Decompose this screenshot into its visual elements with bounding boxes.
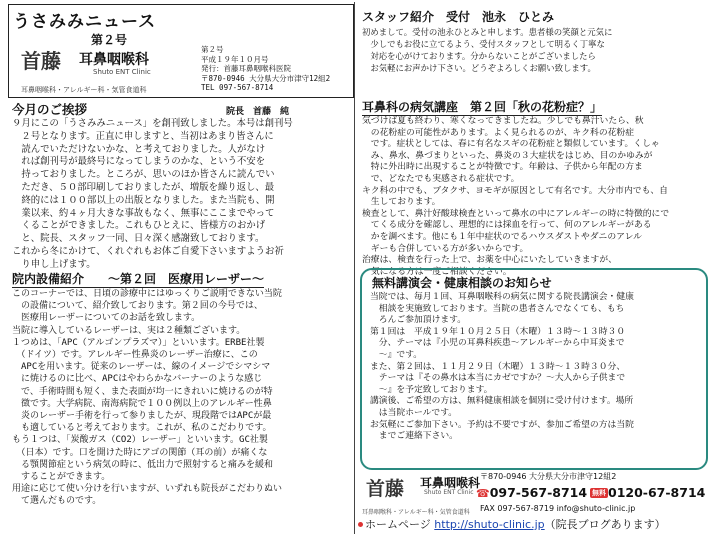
clinic-logo-kanji: 首藤 [21, 49, 61, 73]
staff-title: スタッフ紹介 受付 池永 ひとみ [362, 10, 555, 24]
phone-text: 097-567-8714 [489, 485, 588, 500]
footer-logo-kanji: 首藤 [366, 478, 405, 500]
left-column [8, 4, 352, 530]
masthead [8, 4, 354, 98]
greeting-title: 今月のご挨拶 [12, 102, 88, 117]
notice-title: 無料講演会・健康相談のお知らせ [372, 276, 552, 290]
phone-number [476, 485, 587, 500]
footer-logo-name: 耳鼻咽喉科 [420, 476, 481, 490]
homepage-link[interactable]: http://shuto-clinic.jp [434, 518, 545, 531]
notice-body: 当院では、毎月１回、耳鼻咽喉科の病気に関する院長講演会・健康 相談を実施致しております。当院の患者さんでなくても、もち ろんご参加頂けます。 第１回は 平成１９年１０月２５日（木曜）１３時～１３時３０ 分、テーマは『小児の耳鼻科疾患～アレルギーから中耳炎まで ～』です。 また、第２回は、１１月２９日（木曜）１３時～１３時３０分、 テーマは『その鼻水は本当にカゼですか？～大人から子供まで ～』を予定致しております。 講演後、ご希望の方は、無料健康相談を個別に受け付けます。場所 は当院ホールです。 お気軽にご参加下さい。予約は不要ですが、参加ご希望の方は当院 までご連絡下さい。 [370, 292, 634, 442]
department-line: 耳鼻咽喉科・アレルギー科・気管食道科 [21, 86, 147, 94]
free-dial-text: 0120-67-8714 [608, 485, 706, 500]
laser-title: 院内設備紹介 ～第２回 医療用レーザー～ [12, 272, 265, 286]
laser-body: このコーナーでは、日頃の診療中にはゆっくりご説明できない当院 の設備について、紹介致しております。第２回の今号では、 医療用レーザーについてのお話を致します。 当院に導入しているレーザーは、実は２種類ございます。 １つめは、「APC（アルゴンプラズマ）」といいます。ERBE社製 （ドイツ）です。アレルギー性鼻炎のレーザー治療に、この APCを用います。従来のレーザーは、線のイメージでシマシマ に焼けるのに比べ、APCはやわらかなバーナーのような感じ で、手術時間も短く、また表面が均一にきれいに焼けるのが特 徴です。大学病院、南海病院で１００例以上のアレルギー性鼻 炎のレーザー手術を行って参りましたが、現段階ではAPCが最 も適していると考えております。これが、私のこだわりです。 もう１つは、「炭酸ガス（CO2）レーザー」といいます。GC社製 （日本）です。口を開けた時にアゴの関節（耳の前）が痛くな る顎関節症という病気の時に、低出力で照射すると痛みを緩和 することができます。 用途に応じて使い分けを行いますが、いずれも院長がこだわりぬい て選んだものです。 [12, 289, 283, 507]
column-divider [354, 2, 355, 534]
fax-email: FAX 097-567-8719 info@shuto-clinic.jp [480, 504, 636, 513]
clinic-logo-name: 耳鼻咽喉科 [79, 52, 149, 68]
free-dial-number [590, 485, 705, 500]
homepage-note: （院長ブログあります） [544, 518, 666, 531]
staff-body: 初めまして。受付の池永ひとみと申します。患者様の笑顔と元気に 少しでもお役に立てるよう、受付スタッフとして明るく丁寧な 対応を心がけております。分からないことがございましたら お気軽にお声かけ下さい。どうぞよろしくお願い致します。 [362, 27, 613, 73]
greeting-author: 院長 首藤 純 [226, 107, 290, 117]
footer-department: 耳鼻咽喉科・アレルギー科・気管食道科 [362, 509, 470, 516]
right-column [358, 4, 710, 530]
newsletter-title: うさみみニュース [13, 12, 157, 32]
issue-info: 第２号 平成１９年１０月号 発行：首藤耳鼻咽喉科医院 〒870-0946 大分県大分市津守12組2 TEL 097-567-8714 [201, 45, 331, 92]
homepage-line [358, 516, 666, 532]
free-lecture-notice [360, 268, 708, 470]
disease-body: 気づけば夏も終わり、寒くなってきましたね。少しでも鼻汁いたら、秋 の花粉症の可能性があります。よく見られるのが、キク科の花粉症 です。症状としては、春に有名なスギの花粉症と類似しています。くしゃ み、鼻水、鼻づまりといった、鼻炎の３大症状をはじめ、目のかゆみが 特に外出時に出現することが特徴です。年齢は、子供から年配の方ま で、どなたでも実感される症状です。 キク科の中でも、ブタクサ、ヨモギが原因として有名です。大分市内でも、自 生しております。 検査として、鼻汁好酸球検査といって鼻水の中にアレルギーの時に特徴的にで てくる成分を確認し、理想的には採血を行って、何のアレルギーがある かを調べます。他にも１年中症状のでるハウスダストやダニのアレル ギーも合併している方が多いからです。 治療は、検査を行った上で、お薬を中心にいたしていきますが、 気になる方は一度ご相談ください。 [362, 116, 670, 277]
footer-logo-sub: Shuto ENT Clinic [424, 489, 474, 496]
disease-title: 耳鼻科の病気講座 第２回「秋の花粉症？」 [362, 100, 603, 114]
homepage-label: ホームページ [365, 518, 431, 531]
issue-number: 第２号 [91, 33, 128, 47]
footer-address: 〒870-0946 大分県大分市津守12組2 [480, 472, 617, 481]
greeting-body: ９月にこの「うさみみニュース」を創刊致しました。本号は創刊号 ２号となります。正直に申しますと、当初はあまり皆さんに 読んでいただけないかな、と考えておりました。人がなけ れば創刊号が最終号になってしまうのかな、という不安を 持っておりました。ところが、思いのほか皆さんに読んでい ただき、５０部印刷しておりましたが、増版を繰り返し、最 終的には１００部以上の出版となりました。また当院も、開 業以来、約４ヶ月大きな事故もなく、無事にここまでやって くることができました。これもひとえに、皆様方のおかげ と、院長、スタッフ一同、日々深く感謝致しております。 これから冬にかけて、くれぐれもお体ご自愛下さいますようお祈 り申し上げます。 [12, 118, 293, 270]
phone-icon: ☎ [476, 487, 490, 500]
clinic-logo-sub: Shuto ENT Clinic [93, 68, 151, 76]
free-dial-icon: 無料 [592, 489, 606, 497]
bullet-icon [358, 522, 363, 527]
